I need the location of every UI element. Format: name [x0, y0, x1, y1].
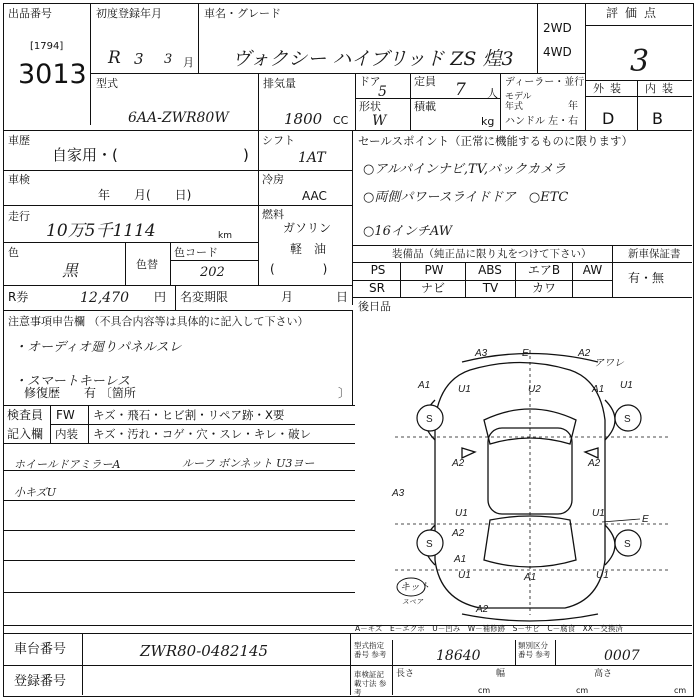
- mileage-label: 走行: [8, 210, 30, 223]
- damage-mark: U1: [458, 384, 471, 395]
- cm-unit: cm: [576, 686, 589, 695]
- name-change-day: 日: [336, 290, 349, 304]
- first-reg-label: 初度登録年月: [96, 7, 162, 20]
- width-label: 幅: [496, 669, 506, 679]
- damage-mark: A3: [392, 488, 405, 499]
- lot-code: [1794]: [30, 41, 64, 52]
- first-reg-month: 3: [164, 52, 173, 67]
- color-change-label: 色替: [136, 258, 158, 271]
- inspector-remark: ホイールドアミラーA: [14, 458, 121, 471]
- fw-label: FW: [56, 408, 75, 422]
- handle-label: ハンドル 左・右: [505, 116, 579, 127]
- damage-mark: A2: [452, 528, 465, 539]
- selling-point-line: ○16インチAW: [363, 224, 453, 239]
- category-label: 類別区分番号 参考: [518, 641, 551, 659]
- length-label: 長さ: [396, 669, 415, 679]
- tire-mark: S: [426, 539, 433, 550]
- capacity-label: 定員: [414, 75, 436, 88]
- damage-mark: A1: [418, 380, 431, 391]
- inspector-label: 検査員: [7, 408, 44, 422]
- damage-mark: A3: [475, 348, 488, 359]
- year-unit: 年: [568, 101, 578, 112]
- damage-mark: E: [642, 514, 649, 525]
- tire-mark: S: [624, 539, 631, 550]
- damage-mark: U2: [528, 384, 541, 395]
- diagram-legend: A－キズ E－エクボ U－凹み W－補修跡 S－サビ C－腐食 XX－交換済: [355, 624, 623, 633]
- height-label: 高さ: [594, 669, 613, 679]
- name-grade-label: 車名・グレード: [204, 7, 281, 20]
- equip-pw: PW: [424, 263, 444, 277]
- recycle-unit: 円: [154, 290, 167, 304]
- damage-mark: スペア: [402, 599, 423, 606]
- equipment-label: 装備品（純正品に限り丸をつけて下さい）: [392, 248, 592, 260]
- mileage-unit: km: [218, 231, 232, 241]
- score-label: 評価点: [606, 6, 664, 20]
- displacement-label: 排気量: [263, 77, 296, 90]
- cm-unit: cm: [674, 686, 687, 695]
- damage-mark: キット: [400, 582, 430, 593]
- model-year-label: モデル年式: [505, 92, 532, 112]
- interior-items: キズ・汚れ・コゲ・穴・スレ・キレ・破レ: [93, 427, 312, 441]
- equip-sr: SR: [369, 281, 385, 295]
- notes-label: 注意事項申告欄 （不具合内容等は具体的に記入して下さい）: [8, 315, 309, 328]
- recycle-value: 12,470: [80, 290, 129, 306]
- mileage-value: 10万5千1114: [46, 221, 156, 241]
- note-line: ・スマートキーレス: [14, 374, 131, 389]
- shift-label: シフト: [262, 134, 295, 147]
- capacity-value: 7: [455, 80, 466, 100]
- color-label: 色: [8, 246, 19, 259]
- capacity-unit: 人: [487, 87, 498, 100]
- shape-label: 形状: [359, 100, 381, 113]
- shape-value: W: [372, 113, 387, 129]
- chassis-label: 車台番号: [14, 642, 67, 657]
- repair-label: 修復歴 有 〔箇所: [24, 386, 136, 400]
- color-code-value: 202: [200, 265, 225, 280]
- name-change-label: 名変期限: [180, 290, 229, 304]
- equip-navi: ナビ: [420, 281, 445, 295]
- month-unit: 月: [183, 56, 194, 69]
- selling-point-line: ○両側パワースライドドア ○ETC: [363, 190, 569, 205]
- ac-label: 冷房: [262, 173, 284, 186]
- history-label: 車歴: [8, 134, 30, 147]
- exterior-value: D: [602, 109, 615, 128]
- tire-mark: S: [624, 414, 631, 425]
- fuel-gasoline: ガソリン: [283, 221, 332, 235]
- damage-mark: A1: [592, 384, 605, 395]
- selling-point-line: ○アルパインナビ,TV,バックカメラ: [363, 162, 566, 177]
- first-reg-year: 3: [134, 50, 144, 68]
- load-unit: kg: [481, 115, 495, 128]
- score-value: 3: [630, 44, 650, 79]
- damage-mark: A2: [452, 458, 465, 469]
- ac-value: AAC: [302, 189, 327, 203]
- chassis-value: ZWR80-0482145: [140, 642, 269, 660]
- history-close: ): [243, 146, 249, 164]
- model-label: 型式: [96, 77, 118, 90]
- interior-check-label: 内装: [55, 427, 78, 441]
- inspection-label: 車検: [8, 173, 30, 186]
- type-designation-label: 型式指定番号 参考: [354, 641, 387, 659]
- damage-mark: U1: [455, 508, 468, 519]
- name-change-month: 月: [281, 290, 294, 304]
- model-value: 6AA-ZWR80W: [128, 110, 229, 126]
- warranty-value: 有・無: [628, 271, 665, 285]
- displacement-unit: CC: [333, 114, 349, 127]
- reference-label: 車検証記載寸法 参考: [354, 670, 387, 697]
- repair-close: 〕: [338, 386, 351, 400]
- fuel-diesel: 軽 油: [290, 242, 327, 256]
- warranty-label: 新車保証書: [628, 248, 681, 260]
- damage-mark: A2: [588, 458, 601, 469]
- cm-unit: cm: [478, 686, 491, 695]
- fuel-paren: ( ): [270, 262, 328, 276]
- damage-mark: アワレ: [594, 358, 624, 369]
- diagram-leader-line: [602, 519, 640, 522]
- equip-leather: カワ: [531, 281, 556, 295]
- interior-label: 内装: [645, 82, 679, 95]
- damage-mark: A1: [454, 554, 467, 565]
- drive-2wd: 2WD: [543, 21, 572, 35]
- tire-mark: S: [426, 414, 433, 425]
- interior-value: B: [652, 109, 663, 128]
- recycle-label: R券: [8, 290, 29, 304]
- inspector-remark: 小キズU: [14, 486, 57, 499]
- history-value: 自家用・(: [52, 146, 118, 164]
- damage-mark: E: [522, 348, 529, 359]
- name-grade-value: ヴォクシー ハイブリッド ZS 煌3: [232, 48, 514, 70]
- color-value: 黒: [62, 261, 79, 280]
- damage-mark: U1: [458, 570, 471, 581]
- fuel-label: 燃料: [262, 208, 284, 221]
- damage-mark: A1: [524, 572, 537, 583]
- dealer-label: ディーラー・並行: [505, 77, 585, 88]
- load-label: 積載: [414, 100, 436, 113]
- equip-tv: TV: [482, 281, 499, 295]
- rear-seat-label: 後日品: [358, 300, 391, 313]
- equip-aw: AW: [582, 263, 603, 277]
- registration-label: 登録番号: [14, 674, 67, 689]
- displacement-value: 1800: [284, 110, 323, 128]
- doors-value: 5: [378, 84, 387, 100]
- equip-ps: PS: [370, 263, 386, 277]
- first-reg-era: R: [108, 48, 121, 68]
- doors-label: ドア: [359, 75, 381, 88]
- inspector-remark: ルーフ ボンネット U3ヨー: [182, 457, 315, 470]
- exterior-label: 外装: [593, 82, 627, 95]
- fw-items: キズ・飛石・ヒビ割・リペア跡・X要: [93, 408, 285, 422]
- damage-mark: U1: [620, 380, 633, 391]
- shift-value: 1AT: [298, 150, 326, 166]
- drive-4wd: 4WD: [543, 45, 572, 59]
- damage-mark: U1: [592, 508, 605, 519]
- damage-mark: U1: [596, 570, 609, 581]
- inspector-label: 記入欄: [7, 427, 44, 441]
- damage-mark: A2: [476, 604, 489, 615]
- category-value: 0007: [604, 648, 640, 664]
- equip-airbag: エアB: [527, 263, 561, 277]
- lot-label: 出品番号: [8, 7, 52, 20]
- color-code-label: 色コード: [174, 246, 218, 259]
- inspection-value: 年 月( 日): [98, 188, 192, 202]
- note-line: ・オーディオ廻りパネルスレ: [14, 340, 182, 355]
- type-designation-value: 18640: [436, 648, 481, 664]
- selling-points-label: セールスポイント（正常に機能するものに限ります）: [358, 134, 633, 148]
- lot-number: 3013: [18, 59, 87, 90]
- equip-abs: ABS: [478, 263, 502, 277]
- damage-mark: A2: [578, 348, 591, 359]
